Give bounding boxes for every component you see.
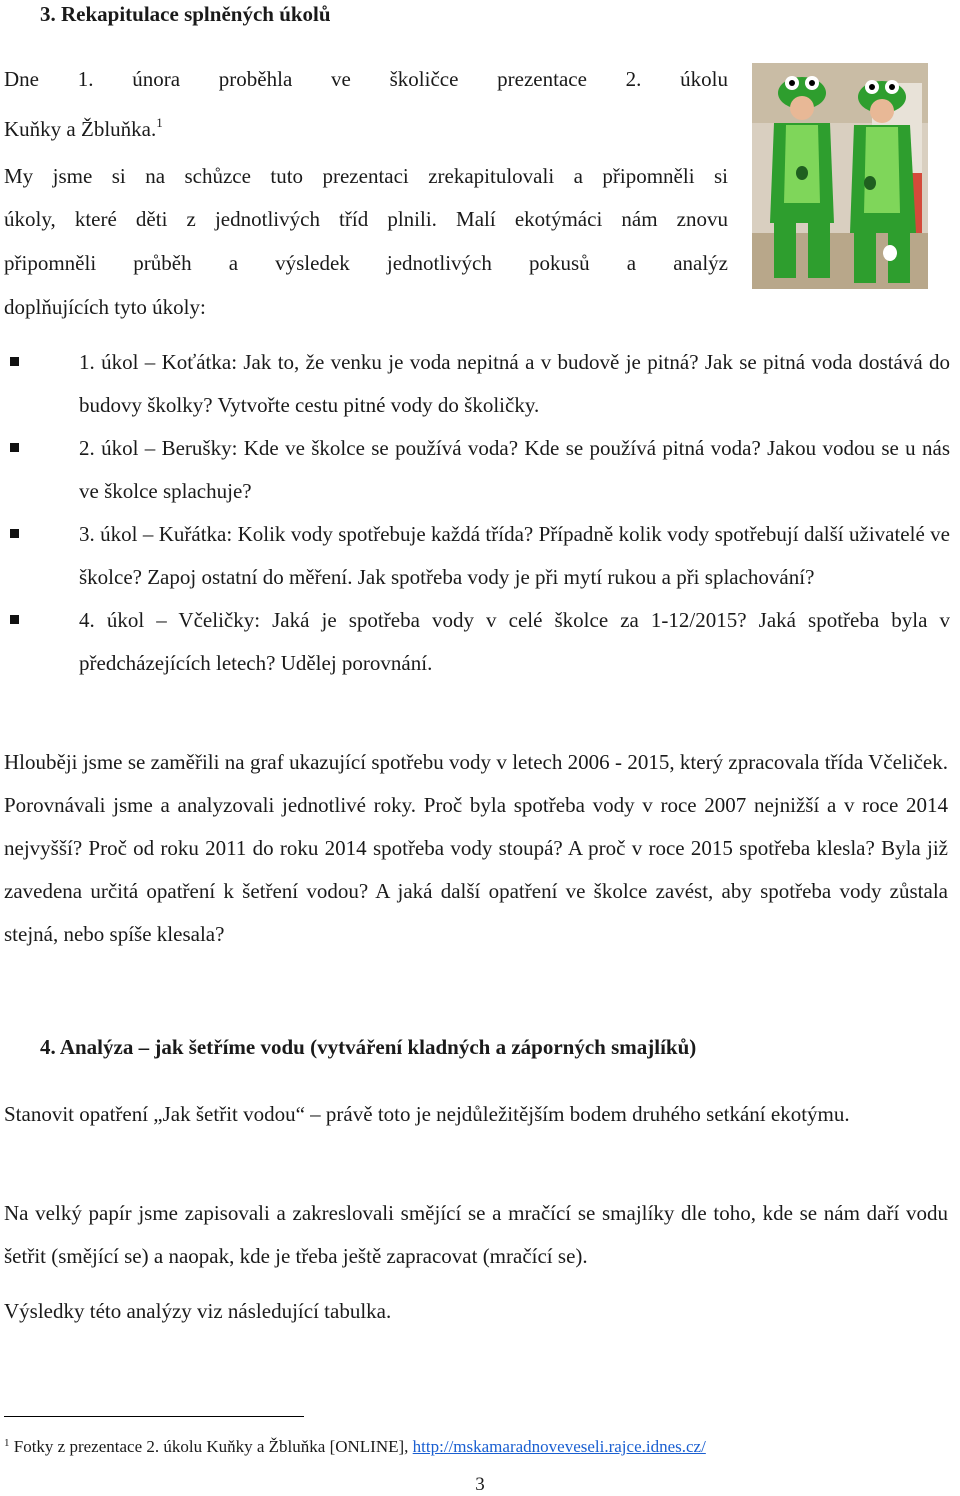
recap-line-2: úkoly, které děti z jednotlivých tříd plnili. Malí ekotýmáci nám znovu (4, 207, 728, 231)
list-item (10, 341, 950, 427)
footnote-text: Fotky z prezentace 2. úkolu Kuňky a Žbluňka [ONLINE], (13, 1437, 413, 1456)
section-4-paragraph-1: Stanovit opatření „Jak šetřit vodou“ – právě toto je nejdůležitějším bodem druhého setkání ekotýmu. (4, 1102, 850, 1126)
list-item (10, 427, 950, 513)
task-text: 4. úkol – Včeličky: Jaká je spotřeba vody v celé školce za 1-12/2015? Jaká spotřeba byla v předcházejících letech? Udělej porovnání. (79, 608, 950, 675)
frog-costume-photo-illustration (752, 63, 928, 289)
bullet-square-icon (10, 443, 19, 452)
recap-line-4: doplňujících tyto úkoly: (4, 295, 206, 319)
footnote-link[interactable]: http://mskamaradnoveveseli.rajce.idnes.cz/ (412, 1437, 706, 1456)
list-item (10, 599, 950, 685)
section-4-paragraph-2: Na velký papír jsme zapisovali a zakreslovali smějící se a mračící se smajlíky dle toho, kde se nám daří vodu šetřit (smějící se) a naopak, kde je třeba ještě zapracovat (mračící se). (4, 1201, 948, 1268)
footnote-separator (4, 1416, 304, 1417)
task-list (10, 341, 950, 685)
bullet-square-icon (10, 357, 19, 366)
task-text: 1. úkol – Koťátka: Jak to, že venku je voda nepitná a v budově je pitná? Jak se pitná voda dostává do budovy školky? Vytvořte cestu pitné vody do školičky. (79, 350, 950, 417)
section-3-heading: 3. Rekapitulace splněných úkolů (40, 2, 331, 26)
frog-costume-photo (752, 63, 928, 289)
task-text: 2. úkol – Berušky: Kde ve školce se používá voda? Kde se používá pitná voda? Jakou vodou se u nás ve školce splachuje? (79, 436, 950, 503)
section-4-paragraph-3: Výsledky této analýzy viz následující tabulka. (4, 1299, 392, 1323)
footnote-number: 1 (4, 1437, 10, 1449)
footnote-ref[interactable]: 1 (156, 115, 163, 130)
graph-analysis-paragraph: Hlouběji jsme se zaměřili na graf ukazující spotřebu vody v letech 2006 - 2015, který zpracovala třída Včeliček. Porovnávali jsme a analyzovali jednotlivé roky. Proč byla spotřeba vody v roce 2007 nejnižší a v roce 2014 nejvyšší? Proč od roku 2011 do roku 2014 spotřeba vody stoupá? A proč v roce 2015 spotřeba klesla? Byla již zavedena určitá opatření k šetření vodou? A jaká další opatření ve školce zavést, aby spotřeba vody zůstala stejná, nebo spíše klesala? (4, 750, 948, 946)
intro-line-2-text: Kuňky a Žbluňka. (4, 117, 157, 141)
task-text: 3. úkol – Kuřátka: Kolik vody spotřebuje každá třída? Případně kolik vody spotřebují další uživatelé ve školce? Zapoj ostatní do měření. Jak spotřeba vody je při mytí rukou a při splachování? (79, 522, 950, 589)
page-number: 3 (475, 1474, 485, 1495)
recap-line-3: připomněli průběh a výsledek jednotlivých pokusů a analýz (4, 251, 728, 275)
recap-line-1: My jsme si na schůzce tuto prezentaci zrekapitulovali a připomněli si (4, 164, 728, 188)
section-4-heading: 4. Analýza – jak šetříme vodu (vytváření kladných a záporných smajlíků) (40, 1035, 697, 1059)
list-item (10, 513, 950, 599)
footnote (4, 1432, 706, 1458)
bullet-square-icon (10, 615, 19, 624)
intro-line-2 (4, 101, 728, 151)
intro-line-1: Dne 1. února proběhla ve školičce prezentace 2. úkolu (4, 67, 728, 91)
bullet-square-icon (10, 529, 19, 538)
